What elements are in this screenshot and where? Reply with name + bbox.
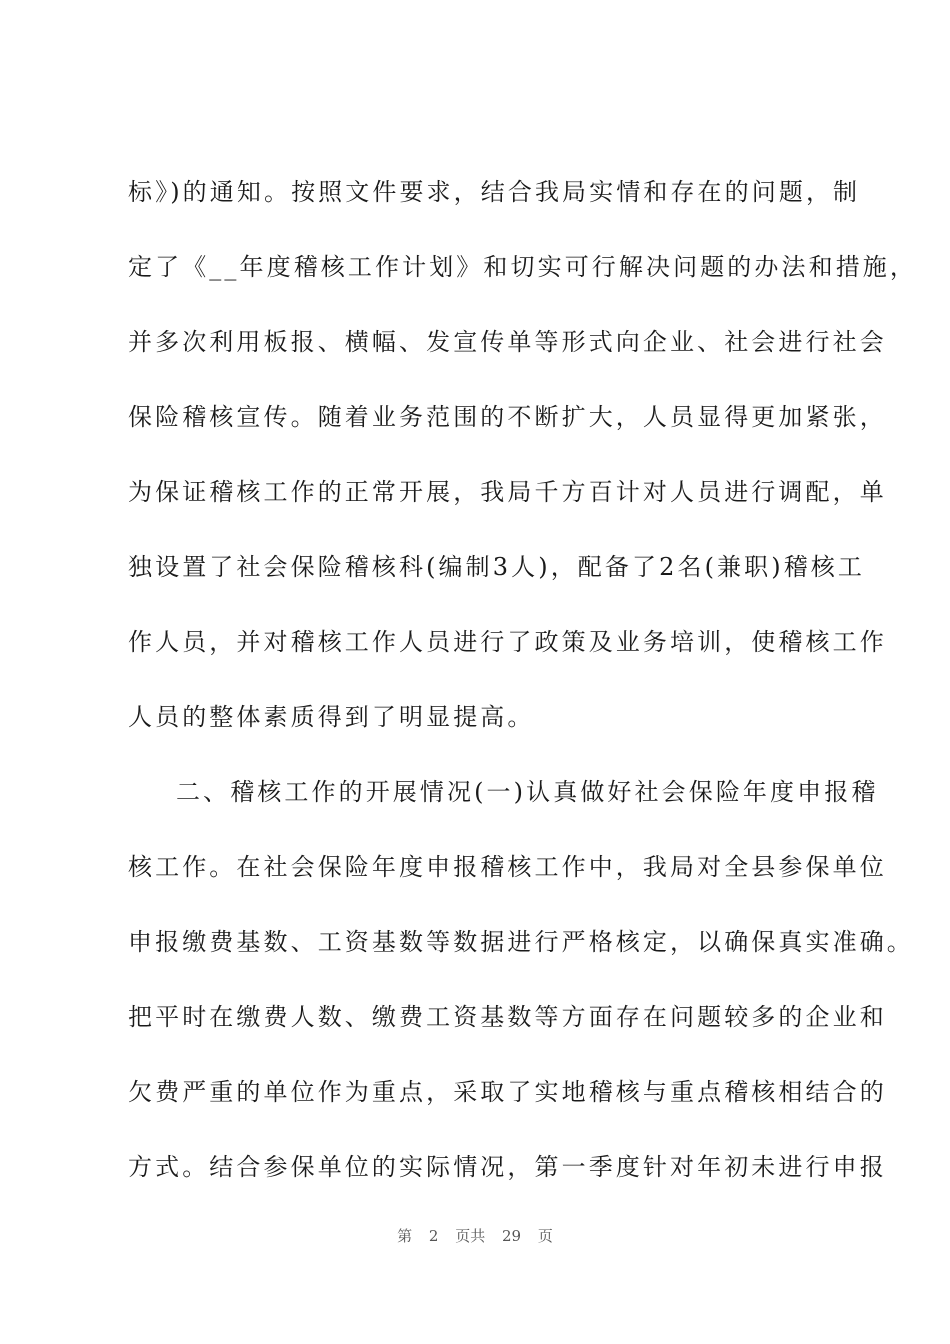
paragraph-line: 定了《__年度稽核工作计划》和切实可行解决问题的办法和措施， [128,253,917,281]
paragraph-line: 把平时在缴费人数、缴费工资基数等方面存在问题较多的企业和 [128,1003,887,1031]
footer-middle: 页共 [455,1227,486,1245]
paragraph-line: 核工作。在社会保险年度申报稽核工作中，我局对全县参保单位 [128,853,887,881]
paragraph-line: 方式。结合参保单位的实际情况，第一季度针对年初未进行申报 [128,1153,887,1181]
paragraph-line: 并多次利用板报、横幅、发宣传单等形式向企业、社会进行社会 [128,328,887,356]
paragraph-line: 作人员，并对稽核工作人员进行了政策及业务培训，使稽核工作 [128,628,887,656]
paragraph-line: 人员的整体素质得到了明显提高。 [128,703,535,731]
footer-total-pages: 29 [502,1227,522,1245]
paragraph-line: 欠费严重的单位作为重点，采取了实地稽核与重点稽核相结合的 [128,1078,887,1106]
page-footer [0,1226,950,1246]
footer-suffix: 页 [537,1227,553,1245]
paragraph-line: 独设置了社会保险稽核科(编制3人)，配备了2名(兼职)稽核工 [128,553,865,581]
paragraph-line: 为保证稽核工作的正常开展，我局千方百计对人员进行调配，单 [128,478,887,506]
paragraph-line: 标》)的通知。按照文件要求，结合我局实情和存在的问题，制 [128,178,861,206]
paragraph-line: 保险稽核宣传。随着业务范围的不断扩大，人员显得更加紧张， [128,403,887,431]
paragraph-line-indented: 二、稽核工作的开展情况(一)认真做好社会保险年度申报稽 [176,778,879,806]
footer-prefix: 第 [397,1227,413,1245]
footer-current-page: 2 [428,1227,439,1245]
paragraph-line: 申报缴费基数、工资基数等数据进行严格核定，以确保真实准确。 [128,928,914,956]
